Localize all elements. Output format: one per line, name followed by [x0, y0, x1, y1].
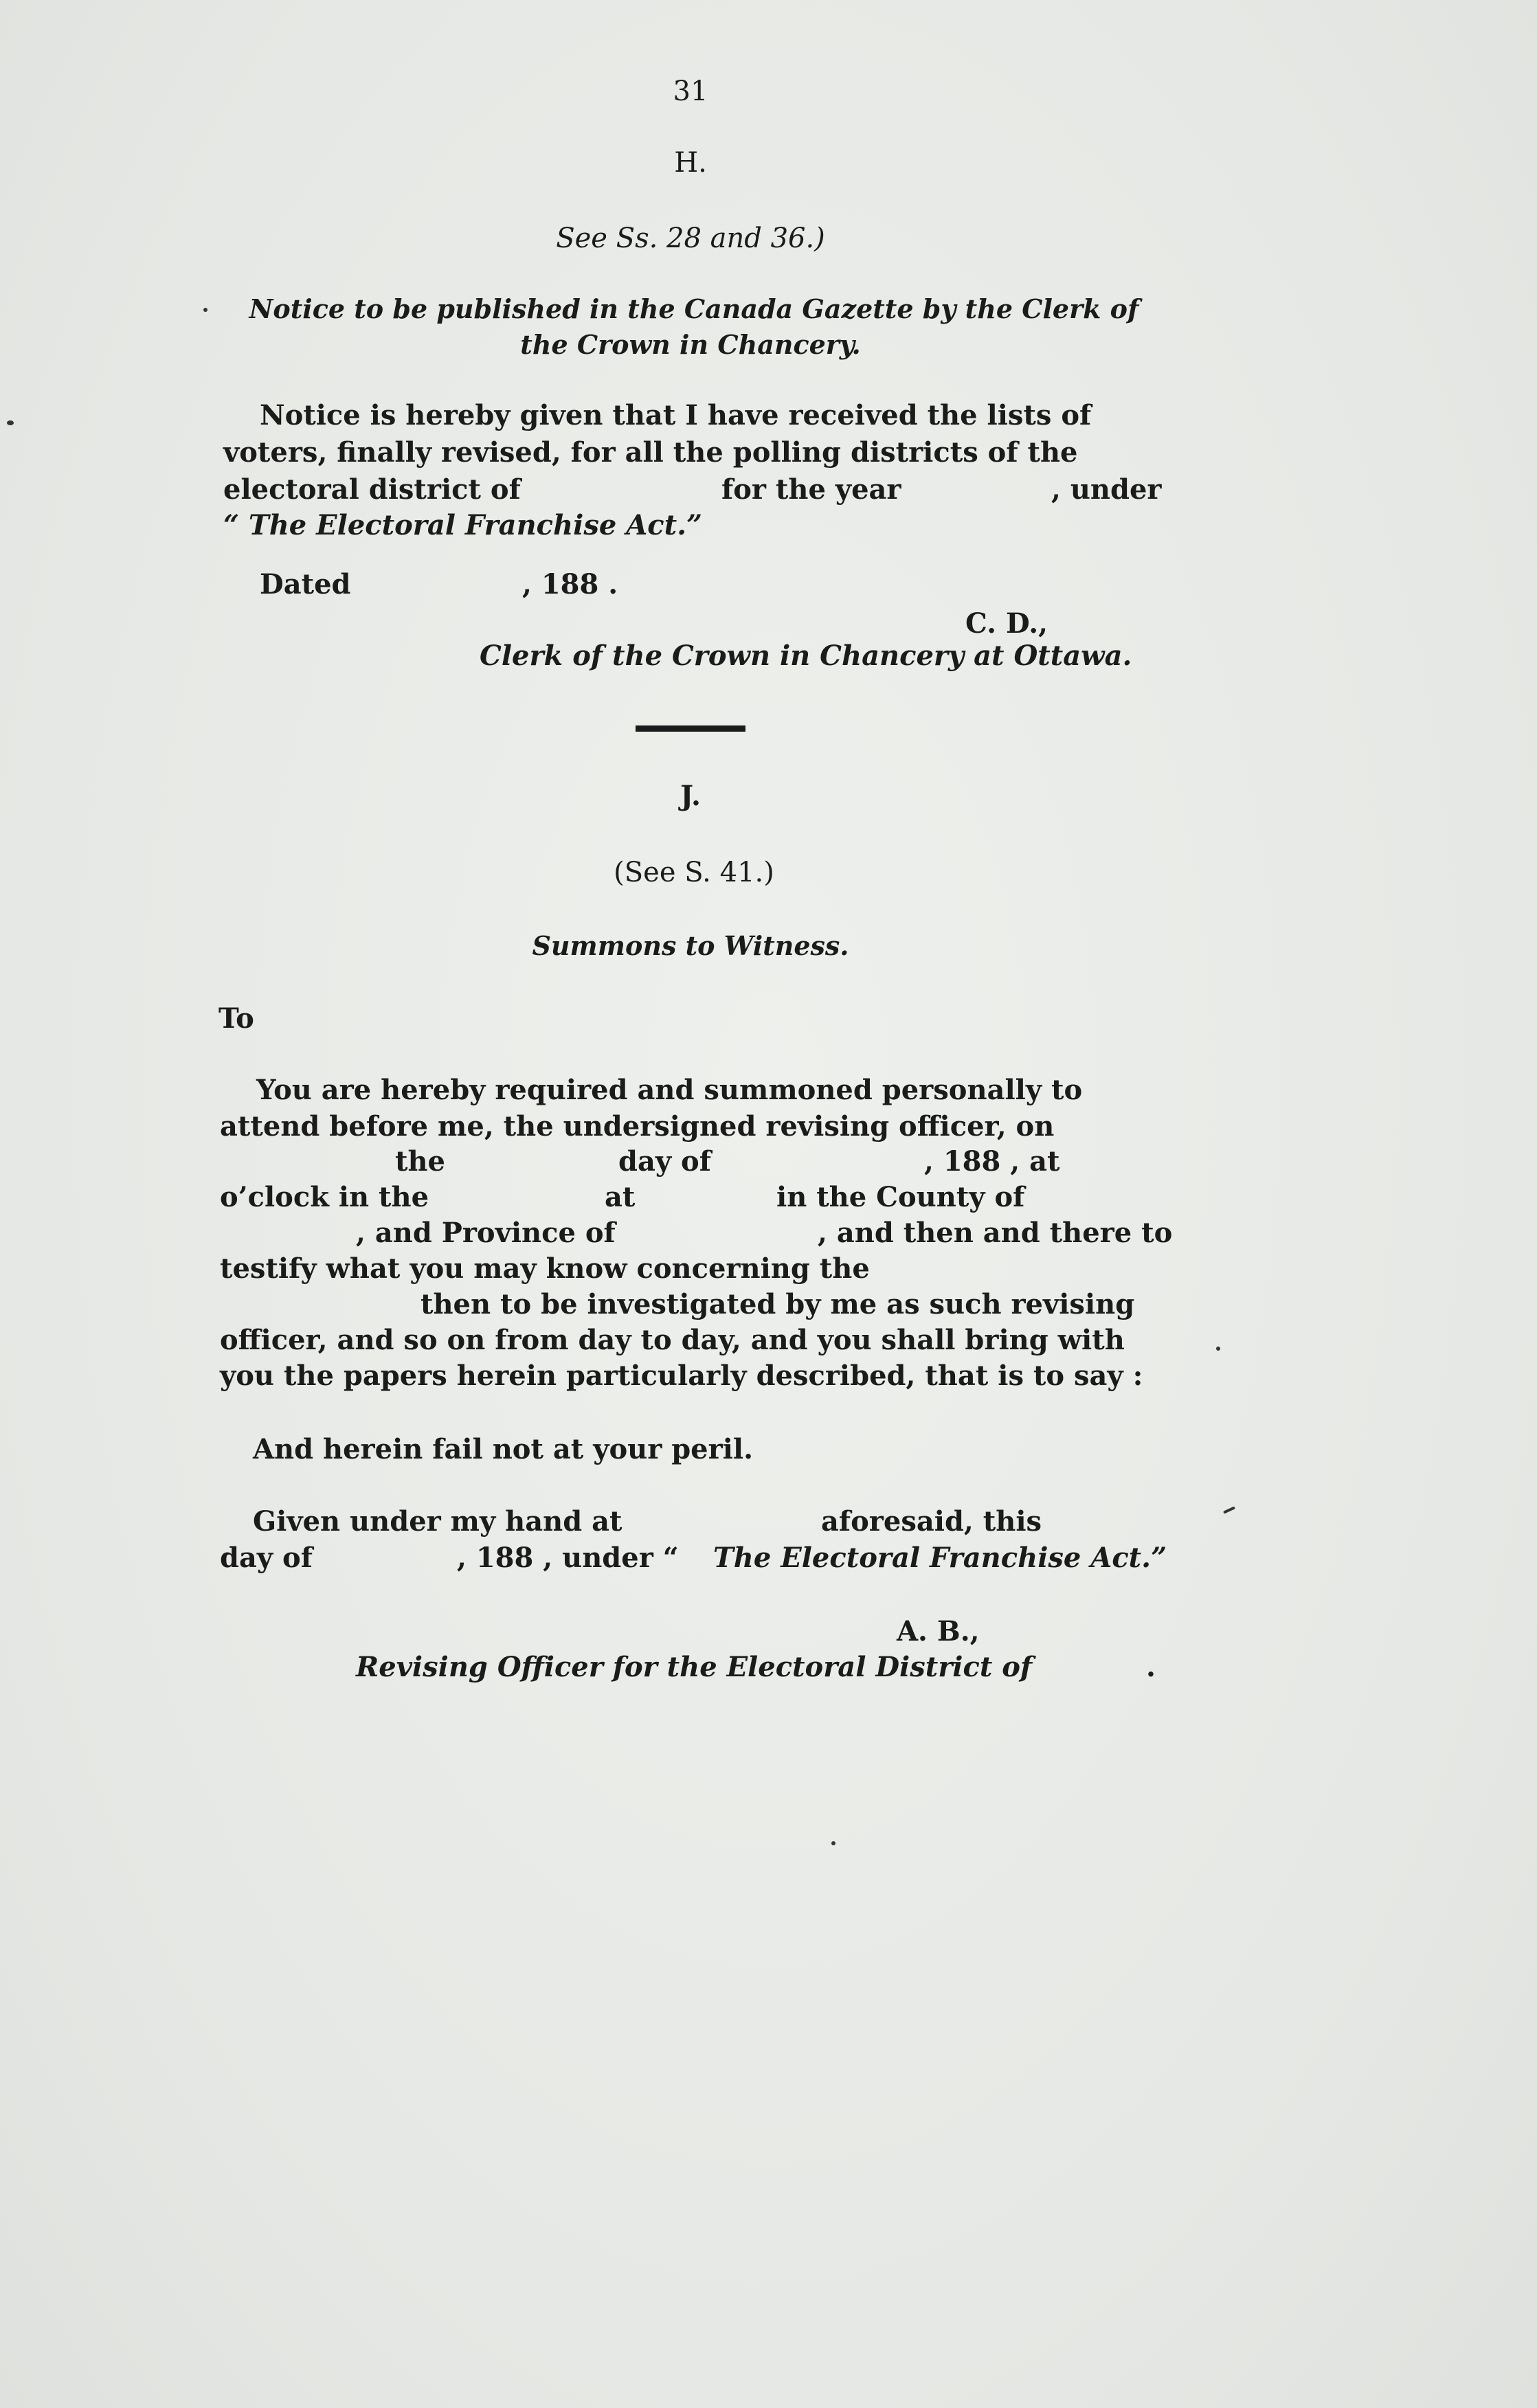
section-j-body-line8: officer, and so on from day to day, and you shall bring with	[220, 1324, 1125, 1356]
scan-speck	[7, 420, 14, 425]
section-j-body-line3b: day of	[618, 1145, 711, 1178]
section-h-body-line3c: , under	[1051, 473, 1162, 506]
section-h-body-line3a: electoral district of	[223, 473, 521, 506]
section-h-body-line3b: for the year	[721, 473, 901, 506]
scan-speck	[831, 1841, 835, 1845]
scan-speck	[1223, 1506, 1235, 1514]
section-j-body-line5b: , and then and there to	[818, 1217, 1173, 1249]
section-h-dated-label: Dated	[260, 568, 351, 600]
bleed-through-left	[17, 618, 41, 625]
section-j-signature-end: .	[1146, 1651, 1156, 1683]
section-j-body-line3a: the	[395, 1145, 446, 1178]
section-j-given-line2a: day of	[220, 1542, 313, 1574]
scan-speck	[203, 308, 207, 312]
section-j-to-label: To	[218, 1002, 254, 1035]
section-h-body-line1: Notice is hereby given that I have received the lists of	[260, 399, 1092, 431]
section-h-heading-line1: Notice to be published in the Canada Gazette by the Clerk of	[249, 293, 1139, 324]
section-j-given-line1a: Given under my hand at	[253, 1505, 622, 1538]
section-j-body-line9: you the papers herein particularly described, that is to say :	[220, 1360, 1143, 1392]
section-j-given-line2b: , 188 , under “	[457, 1542, 679, 1574]
section-j-heading: Summons to Witness.	[532, 930, 849, 961]
section-j-body-line3c: , 188 , at	[924, 1145, 1060, 1178]
section-j-given-line1b: aforesaid, this	[821, 1505, 1042, 1538]
section-h-body-line2: voters, finally revised, for all the polling districts of the	[223, 436, 1078, 469]
section-j-body-line4a: o’clock in the	[220, 1181, 429, 1213]
section-h-reference: See Ss. 28 and 36.)	[556, 223, 825, 254]
page-number: 31	[673, 76, 708, 107]
scan-speck	[1216, 1347, 1220, 1351]
section-j-reference: (See S. 41.)	[614, 857, 774, 888]
section-j-body-line7: then to be investigated by me as such revising	[420, 1288, 1135, 1320]
section-divider-rule	[636, 725, 745, 732]
section-h-letter: H.	[674, 147, 707, 179]
section-j-given-line2c: The Electoral Franchise Act.”	[713, 1542, 1167, 1574]
section-h-dated-year: , 188 .	[522, 568, 618, 600]
section-h-body-line4: “ The Electoral Franchise Act.”	[223, 509, 703, 541]
section-j-body-line1: You are hereby required and summoned personally to	[256, 1074, 1083, 1106]
section-h-signature-title: Clerk of the Crown in Chancery at Ottawa.	[480, 640, 1132, 672]
section-j-body-line2: attend before me, the undersigned revising officer, on	[220, 1110, 1055, 1143]
section-j-body-line5a: , and Province of	[356, 1217, 616, 1249]
section-j-body-line6: testify what you may know concerning the	[220, 1252, 870, 1285]
section-j-body-line4c: in the County of	[776, 1181, 1025, 1213]
section-j-signature-title: Revising Officer for the Electoral District of	[356, 1651, 1033, 1683]
section-j-body-line4b: at	[605, 1181, 636, 1213]
section-h-heading-line2: the Crown in Chancery.	[520, 329, 861, 360]
section-j-signature: A. B.,	[897, 1615, 980, 1647]
section-j-fail-not: And herein fail not at your peril.	[253, 1433, 754, 1465]
section-h-signature: C. D.,	[965, 607, 1048, 640]
section-j-letter: J.	[680, 780, 701, 812]
